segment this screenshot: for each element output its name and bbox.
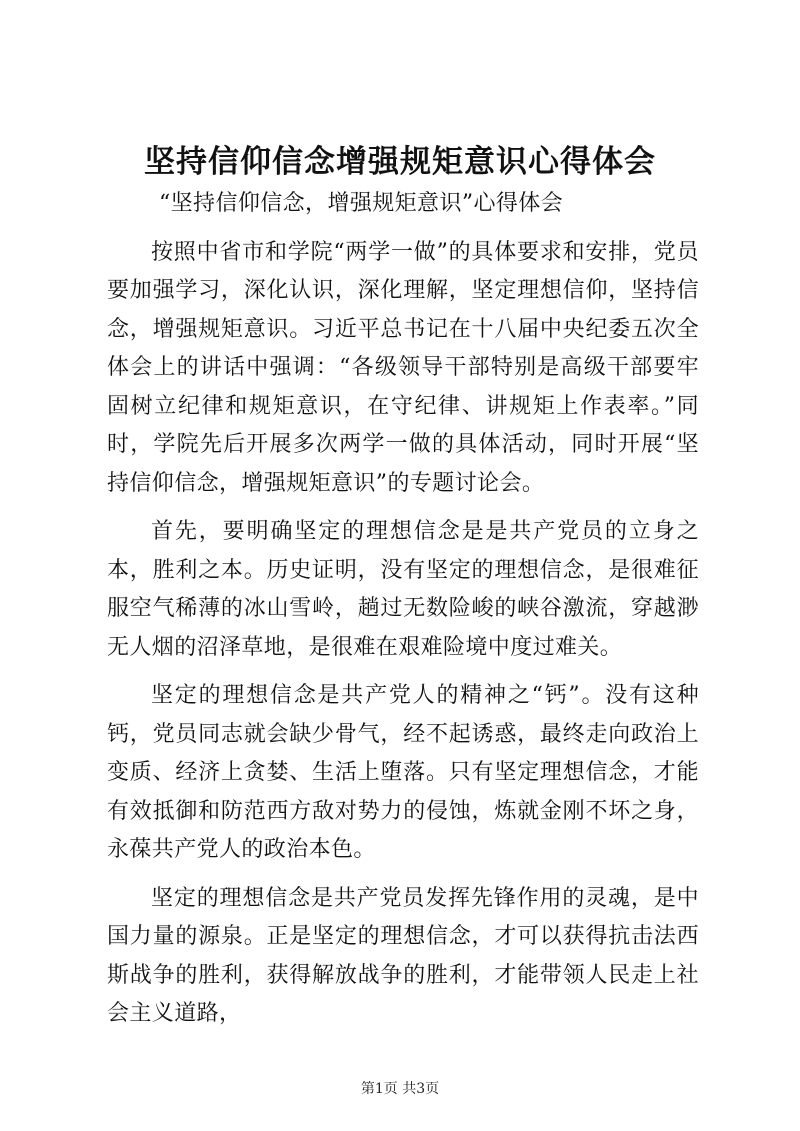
paragraph-3: 坚定的理想信念是共产党人的精神之“钙”。没有这种钙，党员同志就会缺少骨气，经不起诱惑，最终走向政治上变质、经济上贪婪、生活上堕落。只有坚定理想信念，才能有效抵御和防范西方敌对势力的侵蚀，炼就金刚不坏之身，永葆共产党人的政治本色。 bbox=[107, 683, 699, 862]
page-footer bbox=[0, 1079, 800, 1099]
document-body bbox=[107, 185, 699, 1034]
paragraph-4: 坚定的理想信念是共产党员发挥先锋作用的灵魂，是中国力量的源泉。正是坚定的理想信念，才可以获得抗击法西斯战争的胜利，获得解放战争的胜利，才能带领人民走上社会主义道路， bbox=[107, 885, 699, 1026]
paragraph-2: 首先，要明确坚定的理想信念是是共产党员的立身之本，胜利之本。历史证明，没有坚定的理想信念，是很难征服空气稀薄的冰山雪岭，趟过无数险峻的峡谷激流，穿越渺无人烟的沼泽草地，是很难在艰难险境中度过难关。 bbox=[107, 519, 699, 660]
document-subtitle: “坚持信仰信念，增强规矩意识”心得体会 bbox=[159, 191, 564, 216]
page-number-label: 第1页 共3页 bbox=[360, 1081, 440, 1097]
paragraph-1: 按照中省市和学院“两学一做”的具体要求和安排，党员要加强学习，深化认识，深化理解，坚定理想信仰，坚持信念，增强规矩意识。习近平总书记在十八届中央纪委五次全体会上的讲话中强调：“各级领导干部特别是高级干部要牢固树立纪律和规矩意识，在守纪律、讲规矩上作表率。”同时，学院先后开展多次两学一做的具体活动，同时开展“坚持信仰信念，增强规矩意识”的专题讨论会。 bbox=[107, 239, 699, 496]
document-title: 坚持信仰信念增强规矩意识心得体会 bbox=[144, 144, 656, 180]
